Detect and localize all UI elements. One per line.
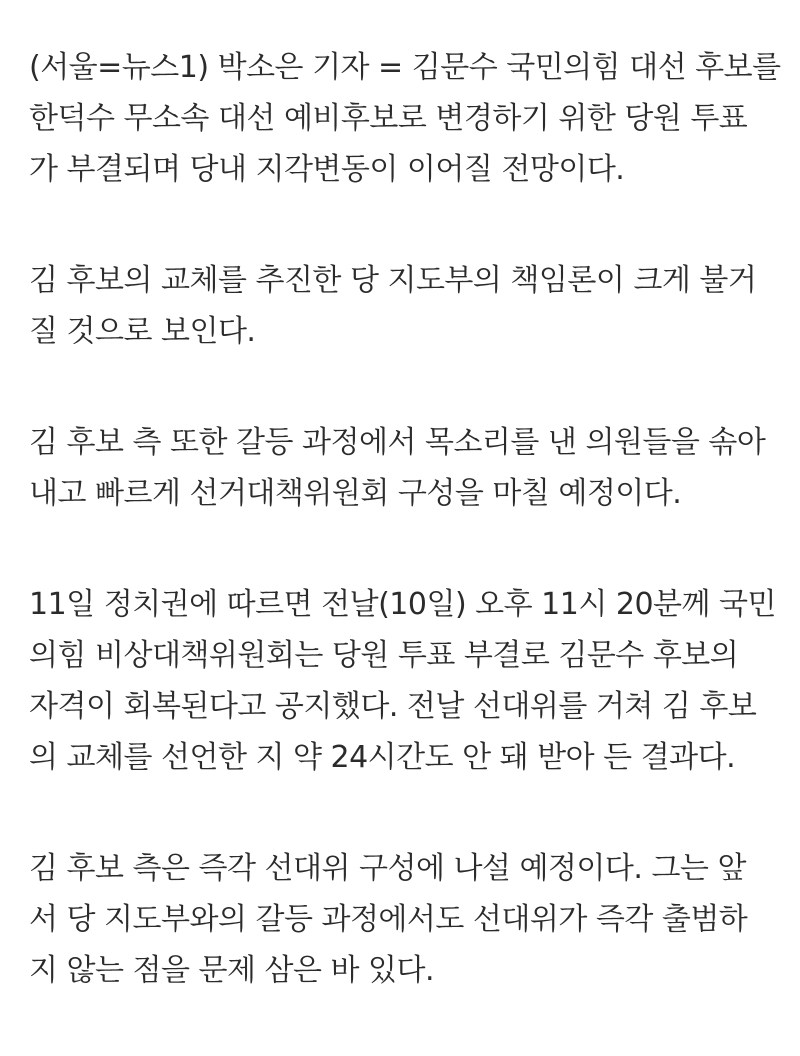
- text-line: 서 당 지도부와의 갈등 과정에서도 선대위가 즉각 출범하: [29, 902, 748, 937]
- text-line: 지 않는 점을 문제 삼은 바 있다.: [29, 953, 435, 988]
- text-line: 질 것으로 보인다.: [29, 314, 256, 349]
- text-line: 자격이 회복된다고 공지했다. 전날 선대위를 거쳐 김 후보: [29, 689, 757, 724]
- paragraph-4: [29, 579, 777, 783]
- paragraph-1: [29, 42, 781, 195]
- paragraph-2: [29, 255, 777, 357]
- text-line: 가 부결되며 당내 지각변동이 이어질 전망이다.: [29, 152, 625, 187]
- text-line: 김 후보 측 또한 갈등 과정에서 목소리를 낸 의원들을 솎아: [29, 425, 766, 460]
- text-line: 내고 빠르게 선거대책위원회 구성을 마칠 예정이다.: [29, 476, 682, 511]
- text-line: 한덕수 무소속 대선 예비후보로 변경하기 위한 당원 투표: [29, 101, 748, 136]
- text-line: 11일 정치권에 따르면 전날(10일) 오후 11시 20분께 국민: [29, 587, 776, 622]
- text-line: 의힘 비상대책위원회는 당원 투표 부결로 김문수 후보의: [29, 638, 739, 673]
- text-line: 김 후보 측은 즉각 선대위 구성에 나설 예정이다. 그는 앞: [29, 851, 746, 886]
- text-line: 의 교체를 선언한 지 약 24시간도 안 돼 받아 든 결과다.: [29, 740, 736, 775]
- text-line: (서울=뉴스1) 박소은 기자 = 김문수 국민의힘 대선 후보를: [29, 50, 781, 85]
- paragraph-3: [29, 417, 777, 519]
- text-line: 김 후보의 교체를 추진한 당 지도부의 책임론이 크게 불거: [29, 263, 757, 298]
- article-body: [29, 42, 781, 1056]
- paragraph-5: [29, 843, 777, 996]
